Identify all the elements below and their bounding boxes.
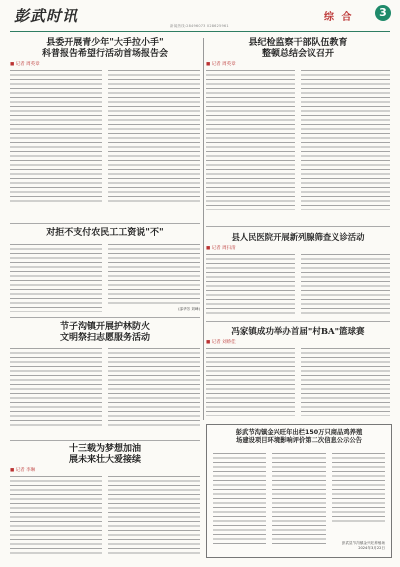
article-headline: [10, 444, 200, 465]
article-body: [10, 70, 200, 205]
article-headline: 冯家镇成功举办首届"村BA"篮球赛: [231, 327, 365, 337]
article-wage: [10, 228, 200, 312]
notice-title: [207, 425, 391, 445]
article-hospital: [206, 233, 390, 316]
notice-column: [272, 453, 325, 545]
masthead-rule: [10, 31, 390, 32]
headline-line-2: 文明祭扫志愿服务活动: [59, 332, 150, 343]
body-column: [206, 70, 295, 210]
notice-title-line-2: 场建设项目环境影响评价第二次信息公示公告: [236, 437, 362, 445]
hotline-info: 新闻热线:28496073 028625961: [170, 24, 229, 28]
article-body: [206, 348, 390, 416]
body-column: [108, 70, 200, 205]
article-separator: [206, 321, 390, 322]
body-column: [301, 348, 390, 416]
article-byline: ■ 记者 周英章: [206, 61, 390, 67]
article-byline: ■ 记者 李琳: [10, 467, 200, 473]
article-headline: [10, 38, 200, 59]
newspaper-logo: 彭武时讯: [14, 7, 79, 25]
notice-signature: [342, 541, 385, 551]
article-basketball: [206, 327, 390, 416]
headline-line-2: 科普报告希望行活动首场报告会: [41, 48, 168, 59]
article-youth-report: [10, 38, 200, 205]
section-name: 综 合: [324, 12, 354, 23]
headline-line-1: 县委开展青少年"大手拉小手": [46, 38, 164, 48]
body-column: [10, 244, 102, 312]
article-signature: (邵华芳 刘峰): [178, 306, 200, 311]
article-festival: [10, 322, 200, 428]
article-separator: [206, 226, 390, 227]
notice-column: [332, 453, 385, 523]
body-column: [206, 348, 295, 416]
article-annual-teaching: [10, 444, 200, 556]
article-separator: [10, 223, 200, 224]
headline-line-2: 展未来壮大爱接续: [68, 454, 141, 465]
article-body: [206, 70, 390, 210]
article-headline: 县人民医院开展新列腺筛查义诊活动: [231, 232, 365, 242]
article-body: [206, 254, 390, 316]
body-column: [108, 476, 200, 556]
article-headline: 对拒不支付农民工工资说"不": [46, 228, 164, 238]
body-column: [10, 70, 102, 205]
body-column: [10, 348, 102, 428]
article-byline: ■ 记者 周扫清: [206, 245, 390, 251]
body-column: [301, 70, 390, 210]
article-body: [10, 244, 200, 312]
notice-body: [213, 453, 385, 551]
article-headline: [206, 38, 390, 59]
notice-title-line-1: 彭武节沟镇金兴旺年出栏150万只商品鸡养殖: [235, 429, 363, 436]
article-byline: ■ 记者 刘娇佳: [206, 339, 390, 345]
masthead: [0, 0, 400, 34]
body-column: [10, 476, 102, 556]
body-column: [108, 244, 200, 312]
headline-line-1: 节子沟镇开展护林防火: [59, 322, 150, 332]
article-body: [10, 476, 200, 556]
headline-line-2: 整顿总结会议召开: [261, 48, 334, 59]
body-column: [206, 254, 295, 316]
public-notice-box: [206, 424, 392, 558]
page-number-badge: 3: [375, 5, 391, 21]
article-body: [10, 348, 200, 428]
article-separator: [10, 440, 200, 441]
article-headline: [10, 322, 200, 343]
notice-date: 2024年3月22日: [358, 546, 385, 550]
article-byline: ■ 记者 周英章: [10, 61, 200, 67]
article-discipline: [206, 38, 390, 210]
column-divider: [203, 38, 204, 420]
notice-issuer: 彭武县节沟镇金兴旺养殖场: [341, 541, 385, 545]
body-column: [301, 254, 390, 316]
notice-column: [213, 453, 266, 545]
headline-line-1: 县纪检监察干部队伍教育: [248, 38, 348, 48]
article-separator: [10, 317, 200, 318]
headline-line-1: 十三载为梦想加油: [68, 444, 141, 454]
body-column: [108, 348, 200, 428]
